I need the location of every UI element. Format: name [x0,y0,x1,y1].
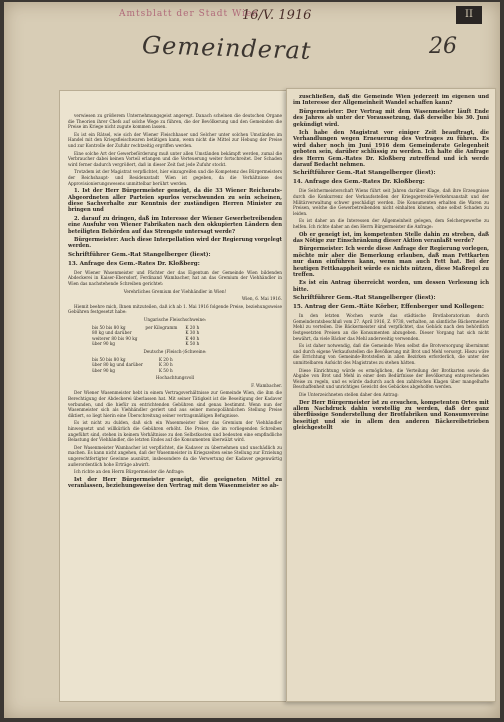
table-row: bis 50 bis 80 kg per Kilogramm K 20 h [92,324,200,330]
question-1: 1. Ist der Herr Bürgermeister geneigt, da die 33 Wiener Reichsrats-Abgeordneten aller Parteien spurlos verschwunden zu sein scheinen, diese Sachverhalte zur Kenntnis der zuständigen Herren Minister zu bringen und [68,188,282,214]
paragraph: Diese Einrichtung würde es ermöglichen, die Verteilung der Brotkarten sowie die Abgabe von Brot und Mehl in einer dem Bedürfnisse der Bevölkerung entsprechenden Weise zu regeln, und es würde dadurch auch den zahlreichen Klagen über mangelhafte Beschaffenheit und unrichtiges Gewicht des Gebäckes abgeholfen werden. [293,367,489,390]
section-title: 13. Anfrage des Gem.-Rates Dr. Kloßberg: [68,260,200,267]
letter-signer: F. Wambacher. [251,382,282,388]
paragraph: Es ist nicht zu dulden, daß sich ein Wasenmeister über das Gremium der Viehhändler hinwegsetzt und willkürlich die Gebühren erhöht. Die Preise, die im vorliegenden Schreiben angeführt sind, stehen in keinem Verhältnisse zu den Selbstkosten und bedeuten eine empfindliche Belastung der Viehhändler, die letzten Endes auf die Konsumenten überwälzt wird. [68,420,282,443]
paragraph: Der Wiener Wasenmeister und Pächter der das Eigentum der Gemeinde Wien bildenden Abdeckerei in Kaiser-Ebersdorf, Ferdinand Wambacher, hat an das Gremium der Viehhändler in Wien das nachstehende Schreiben gerichtet: [68,269,282,286]
right-column-text [293,94,489,696]
paragraph: Die Unterzeichneten stellen daher den Antrag: [299,392,399,397]
paragraph: Es ist daher notwendig, daß die Gemeinde Wien selbst die Brotversorgung übernimmt und durch eigene Verkaufsstellen die Bevölkerung mit Brot und Mehl versorgt. Hiezu wäre die Errichtung von Gemeinde-Brotstellen in allen Bezirken erforderlich, die unter der unmittelbaren Aufsicht des Magistrates zu stehen hätten. [293,343,489,366]
section-speaker: Schriftführer Gem.-Rat Stangelberger (liest): [293,170,436,177]
table-row: über 90 kg K 50 h [92,341,200,347]
section-title: 15. Antrag der Gem.-Räte Körber, Effenberger und Kollegen: [293,304,484,311]
tariff-heading: Ungarische Fleischschweine: [143,316,207,322]
question-continued: zuschließen, daß die Gemeinde Wien jederzeit im eigenen und im Interesse der Allgemeinheit Wandel schaffen kann? [293,94,489,107]
paragraph: verwiesen zu größerem Unternehmungsgeist angeregt. Danach scheinen die deutschen Organe die Theorien ihrer Chefs auf solche Wege zu führen, die der Bevölkerung und den Gemeinden die Preise im Kriege nicht zugute kommen lassen. [68,113,282,130]
tariff-heading-2: Deutsche (Fleisch-)Schweine: [143,348,207,354]
handwritten-page-number: 26 [429,34,457,59]
paragraph: Es ist ein Rätsel, wie sich der Wiener Fleischhauer und Selcher unter solchen Umständen im Handel mit den Kriegsfleischwaren betätigen kann, wenn nicht die Mittel zur Hebung der Preise und zur Kontrolle der Zufuhr rechtzeitig ergriffen werden. [68,131,282,148]
letter-salutation: Verehrliches Gremium der Viehhändler in Wien! [123,288,227,294]
paragraph: Es ist ein Antrag überreicht worden, um dessen Verlesung ich bitte. [293,280,489,293]
question: Ob er geneigt ist, im kompetenten Stelle dahin zu streben, daß das Nötige zur Einschränkung dieser Aktion veranlaßt werde? [293,231,489,245]
section-speaker: Schriftführer Gem.-Rat Stangelberger (liest): [293,295,436,302]
tariff-table [88,325,203,347]
paragraph: Ich richte an den Herrn Bürgermeister die Anfrage: [74,469,185,475]
motion-text: Der Herr Bürgermeister ist zu ersuchen, kompetenten Ortes mit allem Nachdruck dahin vorstellig zu werden, daß der ganz überflüssige Sonderstellung der Brotfabriken und Konsumvereine beseitigt und sie in allem den anderen Bäckereibetrieben gleichgestellt [293,399,489,432]
table-row: 80 kg und darüber K 30 h [92,330,200,336]
archive-sheet [4,2,500,718]
paragraph: Der Wiener Wasenmeister hebt in einem Vertragsverhältnisse zur Gemeinde Wien, die ihm die Berechtigung der Abdeckerei überlassen hat. Mit seiner Tätigkeit ist die Beseitigung der Kadaver verbunden, und die hiefür zu entrichtenden Gebühren sind genau bestimmt. Wenn nun der Wasenmeister sich als Viehhändler geriert und aus seiner monopolähnlichen Stellung Preise diktiert, so liegt hierin eine Überschreitung seiner vertragsmäßigen Befugnisse. [68,390,282,418]
tariff-table-2 [88,357,177,374]
mayor-answer: Bürgermeister: Auch diese Interpellation wird der Regierung vorgelegt werden. [68,236,282,250]
table-row: über 90 kg K 50 h [92,367,173,373]
table-row: weiterer 80 bis 90 kg K 40 h [92,335,200,341]
paragraph: Die Selchermeisterschaft Wiens führt seit Jahren darüber Klage, daß ihre Erzeugnisse durch die Konkurrenz der Verkaufsstellen der Kriegsgetreide-Verkehrsanstalt und der Militärverwaltung schwer geschädigt werden. Die Konsumenten erhalten die Waren zu Preisen, welche die Gewerbetreibenden nicht einhalten können, ohne selbst Schaden zu leiden. [293,188,489,216]
newspaper-clipping-right [286,88,496,702]
letter-date: Wien, 6. Mai 1916. [241,296,282,302]
mayor-answer: Bürgermeister: Der Vertrag mit dem Wasenmeister läuft Ende des Jahres ab unter der Voraussetzung, daß derselbe bis 30. Juni gekündigt wird. [293,108,489,128]
section-speaker: Schriftführer Gem.-Rat Stangelberger (liest): [68,251,211,258]
paragraph: Eine solche Art der Gewerbeförderung muß unter allen Umständen bekämpft werden, zumal die Verbraucher dabei keinen Vorteil erlangen und die Verteuerung weiter fortschreitet. Der Schaden wird ferner dadurch vergrößert, daß in dieser Zeit fast jede Zufuhr stockt. [68,150,282,167]
archive-stamp: Amtsblatt der Stadt Wien [119,9,260,19]
paragraph: In den letzten Wochen wurde das städtische Brotlaboratorium durch Gemeinderatsbeschluß vom 27. April 1916, Z. 9738, verhalten, an sämtliche Bäckermeister Mehl zu verteilen. Die Bäckermeister sind verpflichtet, das Gebäck nach den behördlich festgesetzten Preisen an die Konsumenten abzugeben. Dieser Vorgang hat sich nicht bewährt, da viele Bäcker das Mehl anderweitig verwenden. [293,313,489,341]
letter-signoff: Hochachtungsvoll [155,375,195,381]
mayor-answer: Bürgermeister: Ich werde diese Anfrage der Regierung vorlegen, möchte mir aber die Bemerkung erlauben, daß man Fettkarten nur dann einführen kann, wenn man auch Fett hat. Bei der heutigen Fettknappheit würde es nichts nützen, diese Maßregel zu treffen. [293,246,489,279]
question: Ist der Herr Bürgermeister geneigt, die geeigneten Mittel zu veranlassen, beziehungsweise den Vertrag mit dem Wasenmeister so ab- [68,476,282,490]
handwritten-heading: Gemeinderat [141,31,312,65]
paragraph: Es ist daher an die Interessen der Allgemeinheit gelegen, dem Selchergewerbe zu helfen. Ich richte daher an den Herrn Bürgermeister die Anfrage: [293,218,489,230]
left-column-text [68,113,282,695]
section-title: 14. Anfrage des Gem.-Rates Dr. Kloßberg: [293,179,425,186]
newspaper-clipping-left [59,90,311,702]
paragraph: Der Wasenmeister Wambacher ist verpflichtet, die Kadaver zu übernehmen und unschädlich zu machen. Es kann nicht angehen, daß der Wasenmeister in Kriegszeiten seine Stellung zur Erzielung ungerechtfertigter Gewinne ausnützt, insbesondere da die Verwertung der Kadaver gegenwärtig außerordentlich hohe Erträge abwirft. [68,444,282,467]
table-row: bis 50 bis 80 kg K 20 h [92,356,173,362]
table-row: über 80 kg und darüber K 30 h [92,362,173,368]
handwritten-date: 16/V. 1916 [242,8,312,23]
paragraph: Trotzdem ist der Magistrat verpflichtet, hier einzugreifen und die Kompetenz des Bürgermeisters der Reichshaupt- und Residenzstadt Wien ist gegeben, da die Verhältnisse des Approvisionierungswesens unmittelbar berührt werden. [68,169,282,186]
question-2: 2. darauf zu dringen, daß im Interesse der Wiener Gewerbetreibenden eine Ausfuhr von Wiener Fabrikaten nach den okkupierten Ländern den beteiligten Behörden auf das Strengste untersagt werde? [68,215,282,235]
sheet-number: II [456,6,482,24]
paragraph: Hiemit beehre mich, Ihnen mitzuteilen, daß ich ab 1. Mai 1916 folgende Preise, beziehungsweise Gebühren festgesetzt habe: [68,303,282,315]
paragraph: Ich habe den Magistrat vor einiger Zeit beauftragt, die Verhandlungen wegen Erneuerung des Vertrages zu führen. Es wird daher noch im Juni 1916 dem Gemeinderate Gelegenheit geboten sein, darüber schlüssig zu werden. Ich halte die Anfrage des Herrn Gem.-Rates Dr. Kloßberg zutreffend und ich werde darauf Bedacht nehmen. [293,130,489,169]
